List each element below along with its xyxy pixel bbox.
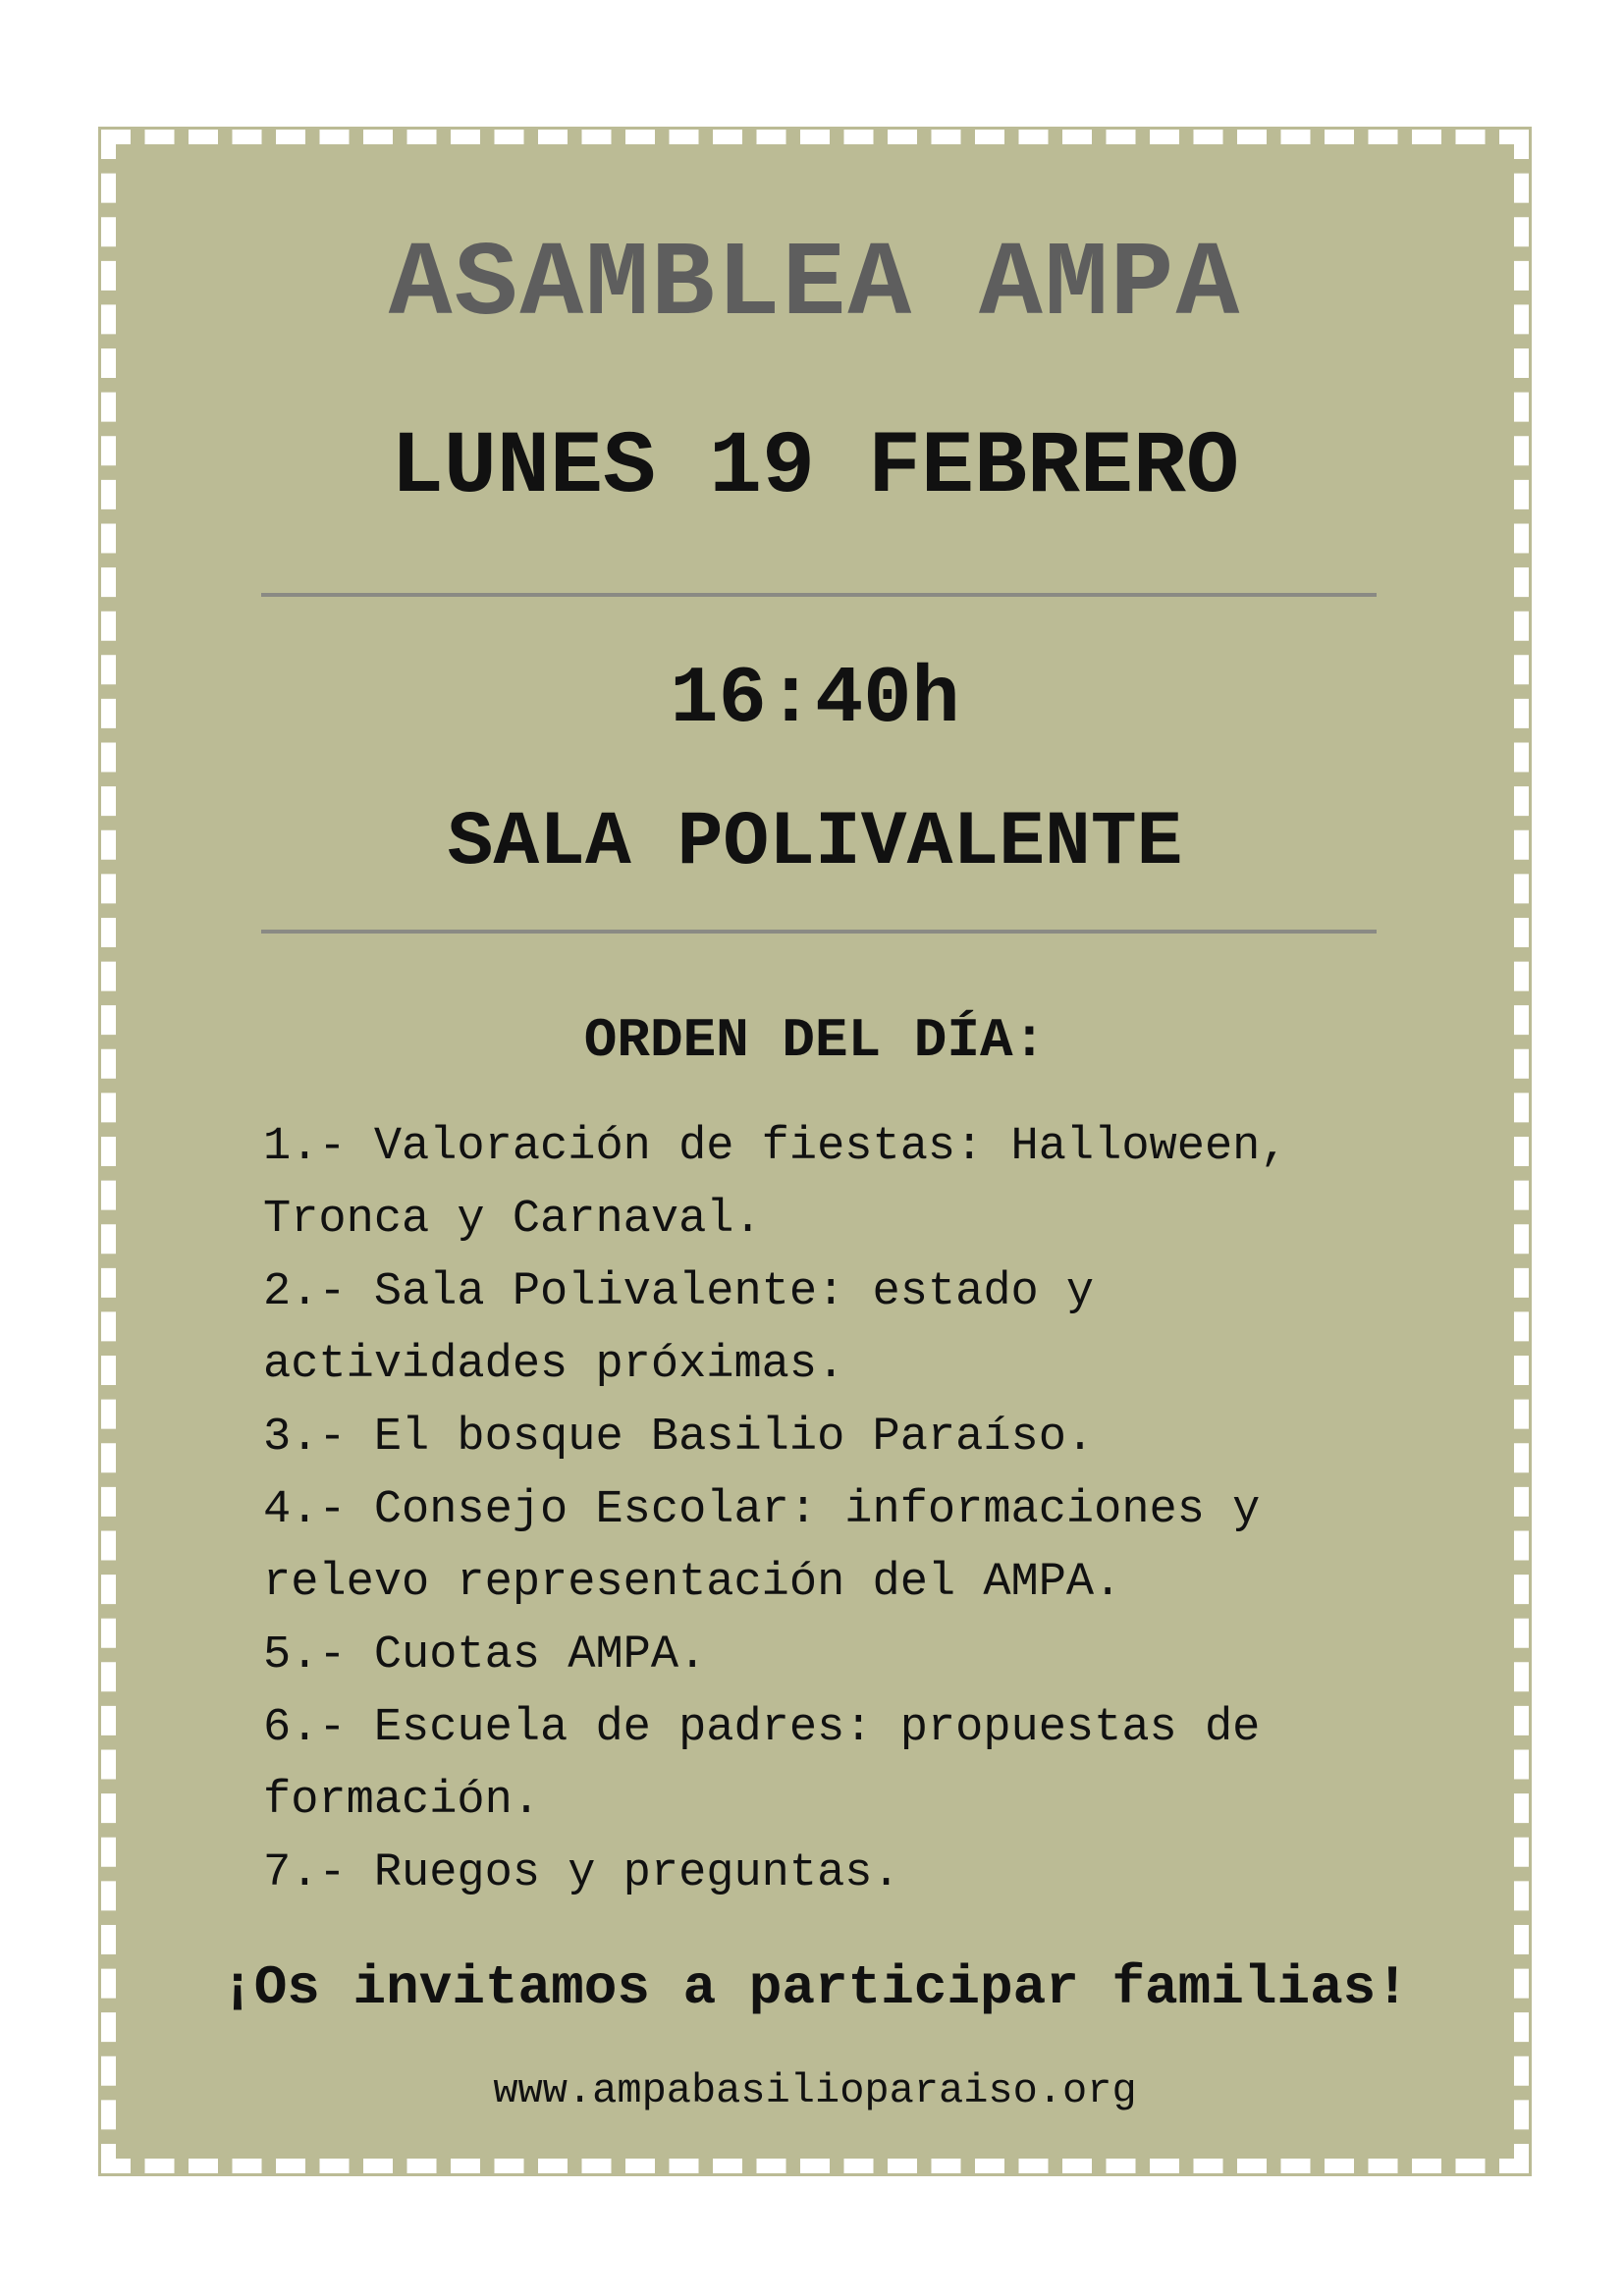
agenda-item: 5.- Cuotas AMPA.	[263, 1629, 707, 1682]
poster-content	[116, 144, 1514, 2159]
poster	[101, 130, 1529, 2173]
agenda-list	[263, 1111, 1382, 1910]
agenda-item: 3.- El bosque Basilio Paraíso.	[263, 1412, 1095, 1464]
poster-title: ASAMBLEA AMPA	[388, 226, 1242, 346]
divider-top	[261, 593, 1377, 597]
event-date: LUNES 19 FEBRERO	[390, 418, 1240, 518]
invitation-text: ¡Os invitamos a participar familias!	[221, 1956, 1409, 2019]
event-time: 16:40h	[670, 654, 960, 745]
divider-bottom	[261, 930, 1377, 934]
agenda-item: 1.- Valoración de fiestas: Halloween, Tronca y Carnaval.	[263, 1121, 1288, 1246]
agenda-item: 7.- Ruegos y preguntas.	[263, 1847, 900, 1899]
agenda-item: 2.- Sala Polivalente: estado y actividades próximas.	[263, 1266, 1095, 1391]
agenda-heading: ORDEN DEL DÍA:	[583, 1009, 1047, 1072]
website-url: www.ampabasilioparaiso.org	[493, 2067, 1137, 2114]
agenda-item: 6.- Escuela de padres: propuestas de formación.	[263, 1702, 1261, 1827]
agenda-item: 4.- Consejo Escolar: informaciones y relevo representación del AMPA.	[263, 1484, 1261, 1609]
event-place: SALA POLIVALENTE	[447, 800, 1183, 886]
